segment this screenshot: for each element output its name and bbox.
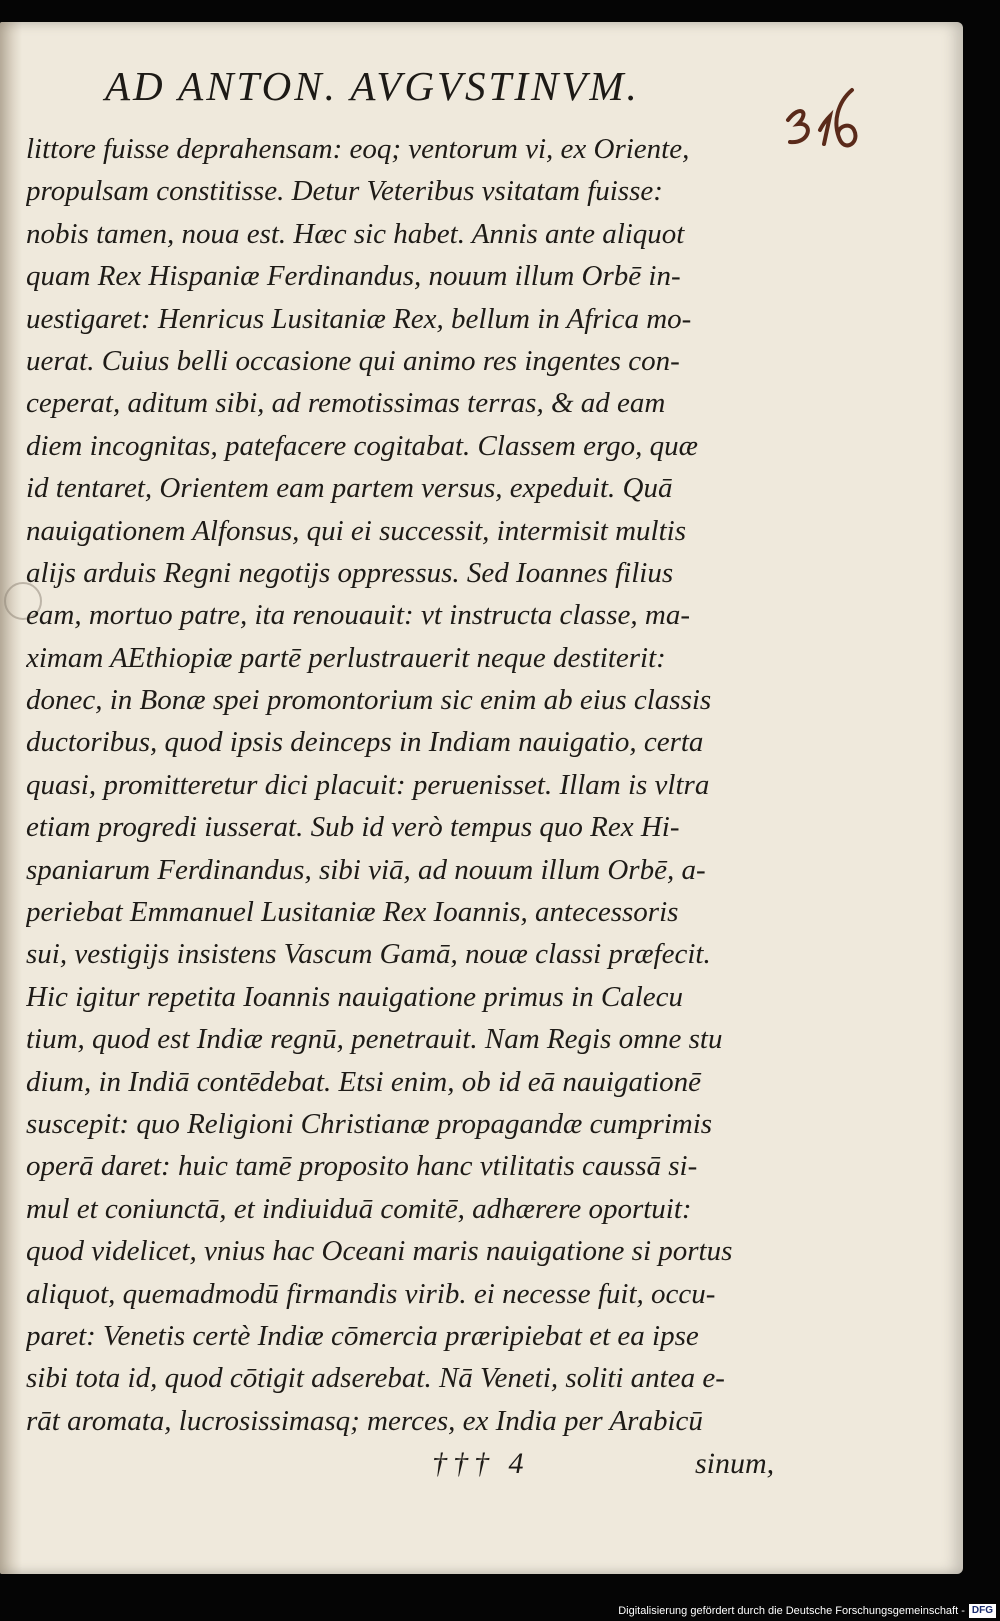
- text-line: ximam AEthiopiæ partē perlustrauerit neque destiterit:: [26, 641, 666, 674]
- text-line: quasi, promitteretur dici placuit: peruenisset. Illam is vltra: [26, 768, 710, 801]
- text-line: tium, quod est Indiæ regnū, penetrauit. Nam Regis omne stu: [26, 1023, 723, 1056]
- text-line: Hic igitur repetita Ioannis nauigatione primus in Calecu: [26, 980, 684, 1013]
- running-head: AD ANTON. AVGVSTINVM.: [105, 63, 640, 109]
- handwritten-folio-number: [780, 82, 870, 172]
- catchword: sinum,: [695, 1447, 775, 1480]
- text-line: sibi tota id, quod cōtigit adserebat. Nā Veneti, soliti antea e-: [26, 1362, 725, 1395]
- text-line: nauigationem Alfonsus, qui ei successit, intermisit multis: [26, 514, 687, 547]
- book-page: [0, 22, 963, 1574]
- text-line: operā daret: huic tamē proposito hanc vtilitatis caussā si-: [26, 1150, 698, 1183]
- text-line: paret: Venetis certè Indiæ cōmercia præripiebat et ea ipse: [26, 1319, 699, 1352]
- text-line: alijs arduis Regni negotijs oppressus. Sed Ioannes filius: [26, 556, 674, 589]
- text-line: suscepit: quo Religioni Christianæ propagandæ cumprimis: [26, 1107, 713, 1140]
- page-footer: [0, 1447, 963, 1487]
- body-text: [26, 128, 786, 1442]
- dfg-logo: DFG: [969, 1604, 996, 1618]
- text-line: aliquot, quemadmodū firmandis virib. ei necesse fuit, occu-: [26, 1277, 716, 1310]
- text-line: dium, in Indiā contēdebat. Etsi enim, ob id eā nauigationē: [26, 1065, 701, 1098]
- text-line: eam, mortuo patre, ita renouauit: vt instructa classe, ma-: [26, 599, 690, 632]
- text-line: periebat Emmanuel Lusitaniæ Rex Ioannis, antecessoris: [26, 896, 679, 929]
- text-line: uestigaret: Henricus Lusitaniæ Rex, bellum in Africa mo-: [26, 302, 692, 335]
- text-line: uerat. Cuius belli occasione qui animo res ingentes con-: [26, 344, 680, 377]
- text-line: spaniarum Ferdinandus, sibi viā, ad nouum illum Orbē, a-: [26, 853, 706, 886]
- text-line: nobis tamen, noua est. Hæc sic habet. Annis ante aliquot: [26, 217, 685, 250]
- text-line: ductoribus, quod ipsis deinceps in Indiam nauigatio, certa: [26, 726, 704, 759]
- text-line: littore fuisse deprahensam: eoq; ventorum vi, ex Oriente,: [26, 133, 690, 165]
- text-line: id tentaret, Orientem eam partem versus, expeduit. Quā: [26, 472, 673, 505]
- signature-mark: ††† 4: [432, 1447, 530, 1480]
- digitization-credit: [618, 1603, 996, 1619]
- text-line: quod videlicet, vnius hac Oceani maris nauigatione si portus: [26, 1235, 733, 1268]
- text-line: propulsam constitisse. Detur Veteribus vsitatam fuisse:: [26, 175, 663, 208]
- text-line: rāt aromata, lucrosissimasq; merces, ex India per Arabicū: [26, 1404, 703, 1437]
- text-line: etiam progredi iusserat. Sub id verò tempus quo Rex Hi-: [26, 811, 680, 844]
- text-line: quam Rex Hispaniæ Ferdinandus, nouum illum Orbē in-: [26, 260, 681, 293]
- text-line: diem incognitas, patefacere cogitabat. Classem ergo, quæ: [26, 429, 699, 462]
- text-line: mul et coniunctā, et indiuiduā comitē, adhærere oportuit:: [26, 1192, 692, 1225]
- text-line: donec, in Bonæ spei promontorium sic enim ab eius classis: [26, 684, 712, 717]
- text-line: ceperat, aditum sibi, ad remotissimas terras, & ad eam: [26, 387, 666, 420]
- text-line: sui, vestigijs insistens Vascum Gamā, nouæ classi præfecit.: [26, 938, 711, 971]
- credit-text: Digitalisierung gefördert durch die Deutsche Forschungsgemeinschaft -: [618, 1605, 965, 1617]
